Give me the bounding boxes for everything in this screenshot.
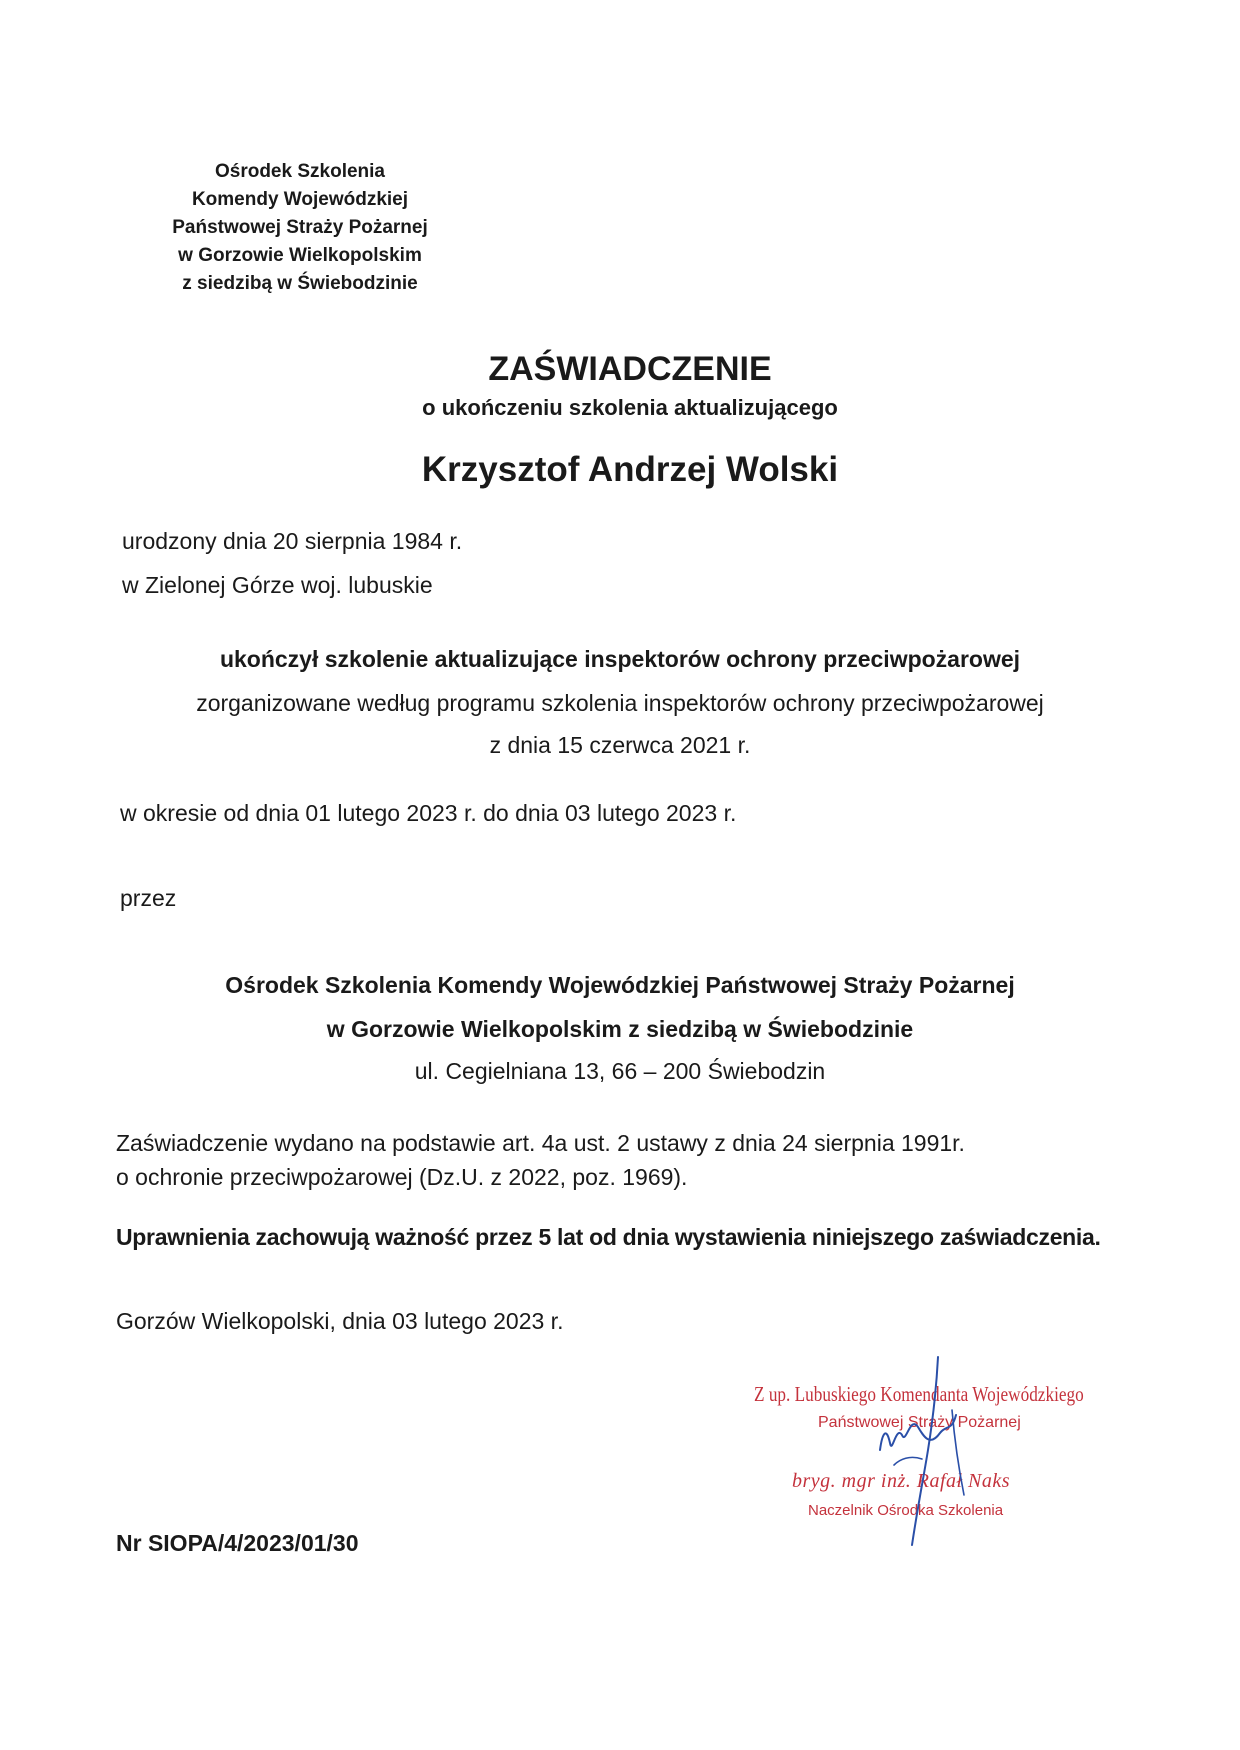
legal-basis-line-2: o ochronie przeciwpożarowej (Dz.U. z 2022, poz. 1969). — [116, 1164, 688, 1190]
program-line: zorganizowane według programu szkolenia inspektorów ochrony przeciwpożarowej — [196, 690, 1044, 716]
period-line: w okresie od dnia 01 lutego 2023 r. do dnia 03 lutego 2023 r. — [120, 800, 737, 826]
issuer-block — [150, 158, 450, 298]
stamp-line-2: Państwowej Straży Pożarnej — [818, 1414, 1021, 1431]
certificate-title: ZAŚWIADCZENIE — [488, 350, 772, 388]
organizer-address: ul. Cegielniana 13, 66 – 200 Świebodzin — [414, 1058, 826, 1084]
organizer-line-2: w Gorzowie Wielkopolskim z siedzibą w Świebodzinie — [326, 1016, 914, 1042]
stamp-line-3: bryg. mgr inż. Rafał Naks — [792, 1470, 1011, 1492]
organizer-line-1: Ośrodek Szkolenia Komendy Wojewódzkiej Państwowej Straży Pożarnej — [225, 972, 1015, 998]
stamp-line-1: Z up. Lubuskiego Komendanta Wojewódzkiego — [754, 1382, 1084, 1406]
place-date-line: Gorzów Wielkopolski, dnia 03 lutego 2023 r. — [116, 1308, 564, 1334]
by-label: przez — [120, 885, 177, 911]
certificate-subtitle: o ukończeniu szkolenia aktualizującego — [422, 395, 838, 420]
issuer-line-3: Państwowej Straży Pożarnej — [172, 217, 428, 238]
birthplace-line: w Zielonej Górze woj. lubuskie — [122, 572, 433, 598]
completed-line: ukończył szkolenie aktualizujące inspektorów ochrony przeciwpożarowej — [219, 646, 1021, 672]
person-name: Krzysztof Andrzej Wolski — [421, 450, 839, 489]
certificate-number: Nr SIOPA/4/2023/01/30 — [116, 1530, 359, 1556]
issuer-line-2: Komendy Wojewódzkiej — [191, 189, 409, 210]
stamp-line-4: Naczelnik Ośrodka Szkolenia — [808, 1502, 1004, 1519]
issuer-line-4: w Gorzowie Wielkopolskim — [178, 245, 422, 266]
issuer-line-1: Ośrodek Szkolenia — [214, 161, 385, 182]
issuer-line-5: z siedzibą w Świebodzinie — [182, 273, 418, 294]
validity-line: Uprawnienia zachowują ważność przez 5 lat od dnia wystawienia niniejszego zaświadczenia. — [116, 1224, 1101, 1250]
birth-date-line: urodzony dnia 20 sierpnia 1984 r. — [122, 528, 463, 554]
program-date-line: z dnia 15 czerwca 2021 r. — [489, 732, 751, 758]
handwritten-signature — [860, 1355, 980, 1555]
legal-basis-line-1: Zaświadczenie wydano na podstawie art. 4a ust. 2 ustawy z dnia 24 sierpnia 1991r. — [116, 1130, 965, 1156]
